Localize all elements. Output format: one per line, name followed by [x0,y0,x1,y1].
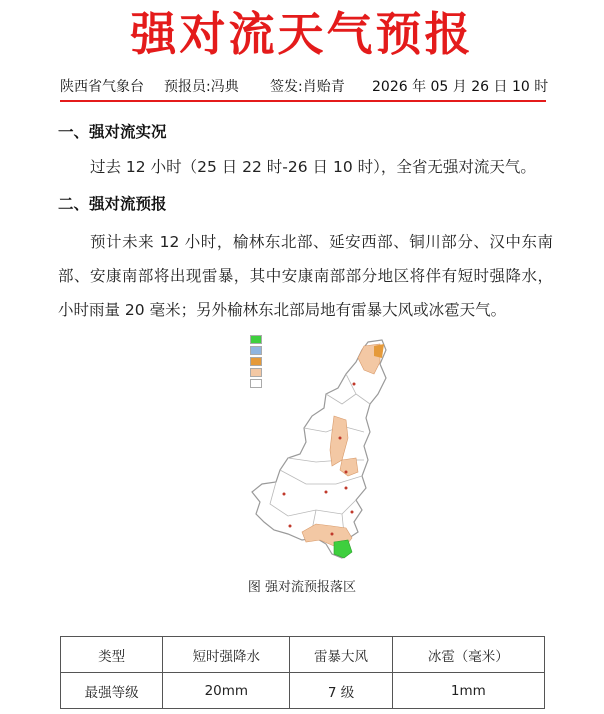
forecaster: 预报员:冯典 [164,79,239,95]
section1-heading: 一、强对流实况 [58,123,167,141]
max-intensity-table [60,636,545,709]
section2-heading: 二、强对流预报 [58,195,167,213]
table-header-cell: 冰雹（毫米） [392,637,544,673]
city-marker-shangluo [351,511,354,514]
city-marker-yanan [339,437,342,440]
table-cell: 7 级 [290,673,392,709]
document-title: 强对流天气预报 [130,7,474,61]
table-header-row [61,637,545,673]
table-header-cell: 类型 [61,637,163,673]
map-caption: 图 强对流预报落区 [247,580,357,595]
table-row [61,673,545,709]
city-marker-tongchuan [345,471,348,474]
table-header-cell: 短时强降水 [163,637,290,673]
city-marker-ankang [331,533,334,536]
section2-text: 预计未来 12 小时，榆林东北部、延安西部、铜川部分、汉中东南部、安康南部将出现雷暴，其中安康南部部分地区将伴有短时强降水，小时雨量 20 毫米；另外榆林东北部局地有雷暴大风或冰雹天气。 [58,233,553,319]
city-marker-baoji [283,493,286,496]
city-marker-xian [325,491,328,494]
heavy-rain-area [334,540,352,558]
city-marker-weinan [345,487,348,490]
table-cell: 1mm [392,673,544,709]
forecast-area-map [246,334,422,570]
city-marker-yulin [353,383,356,386]
signer: 签发:肖贻青 [270,79,345,95]
issuer: 陕西省气象台 [60,79,144,95]
table-header-cell: 雷暴大风 [290,637,392,673]
city-marker-hanzhong [289,525,292,528]
header-divider [60,100,546,102]
table-cell: 20mm [163,673,290,709]
table-cell: 最强等级 [61,673,163,709]
issue-time: 2026 年 05 月 26 日 10 时 [372,79,549,95]
section1-text: 过去 12 小时（25 日 22 时-26 日 10 时），全省无强对流天气。 [90,158,536,176]
